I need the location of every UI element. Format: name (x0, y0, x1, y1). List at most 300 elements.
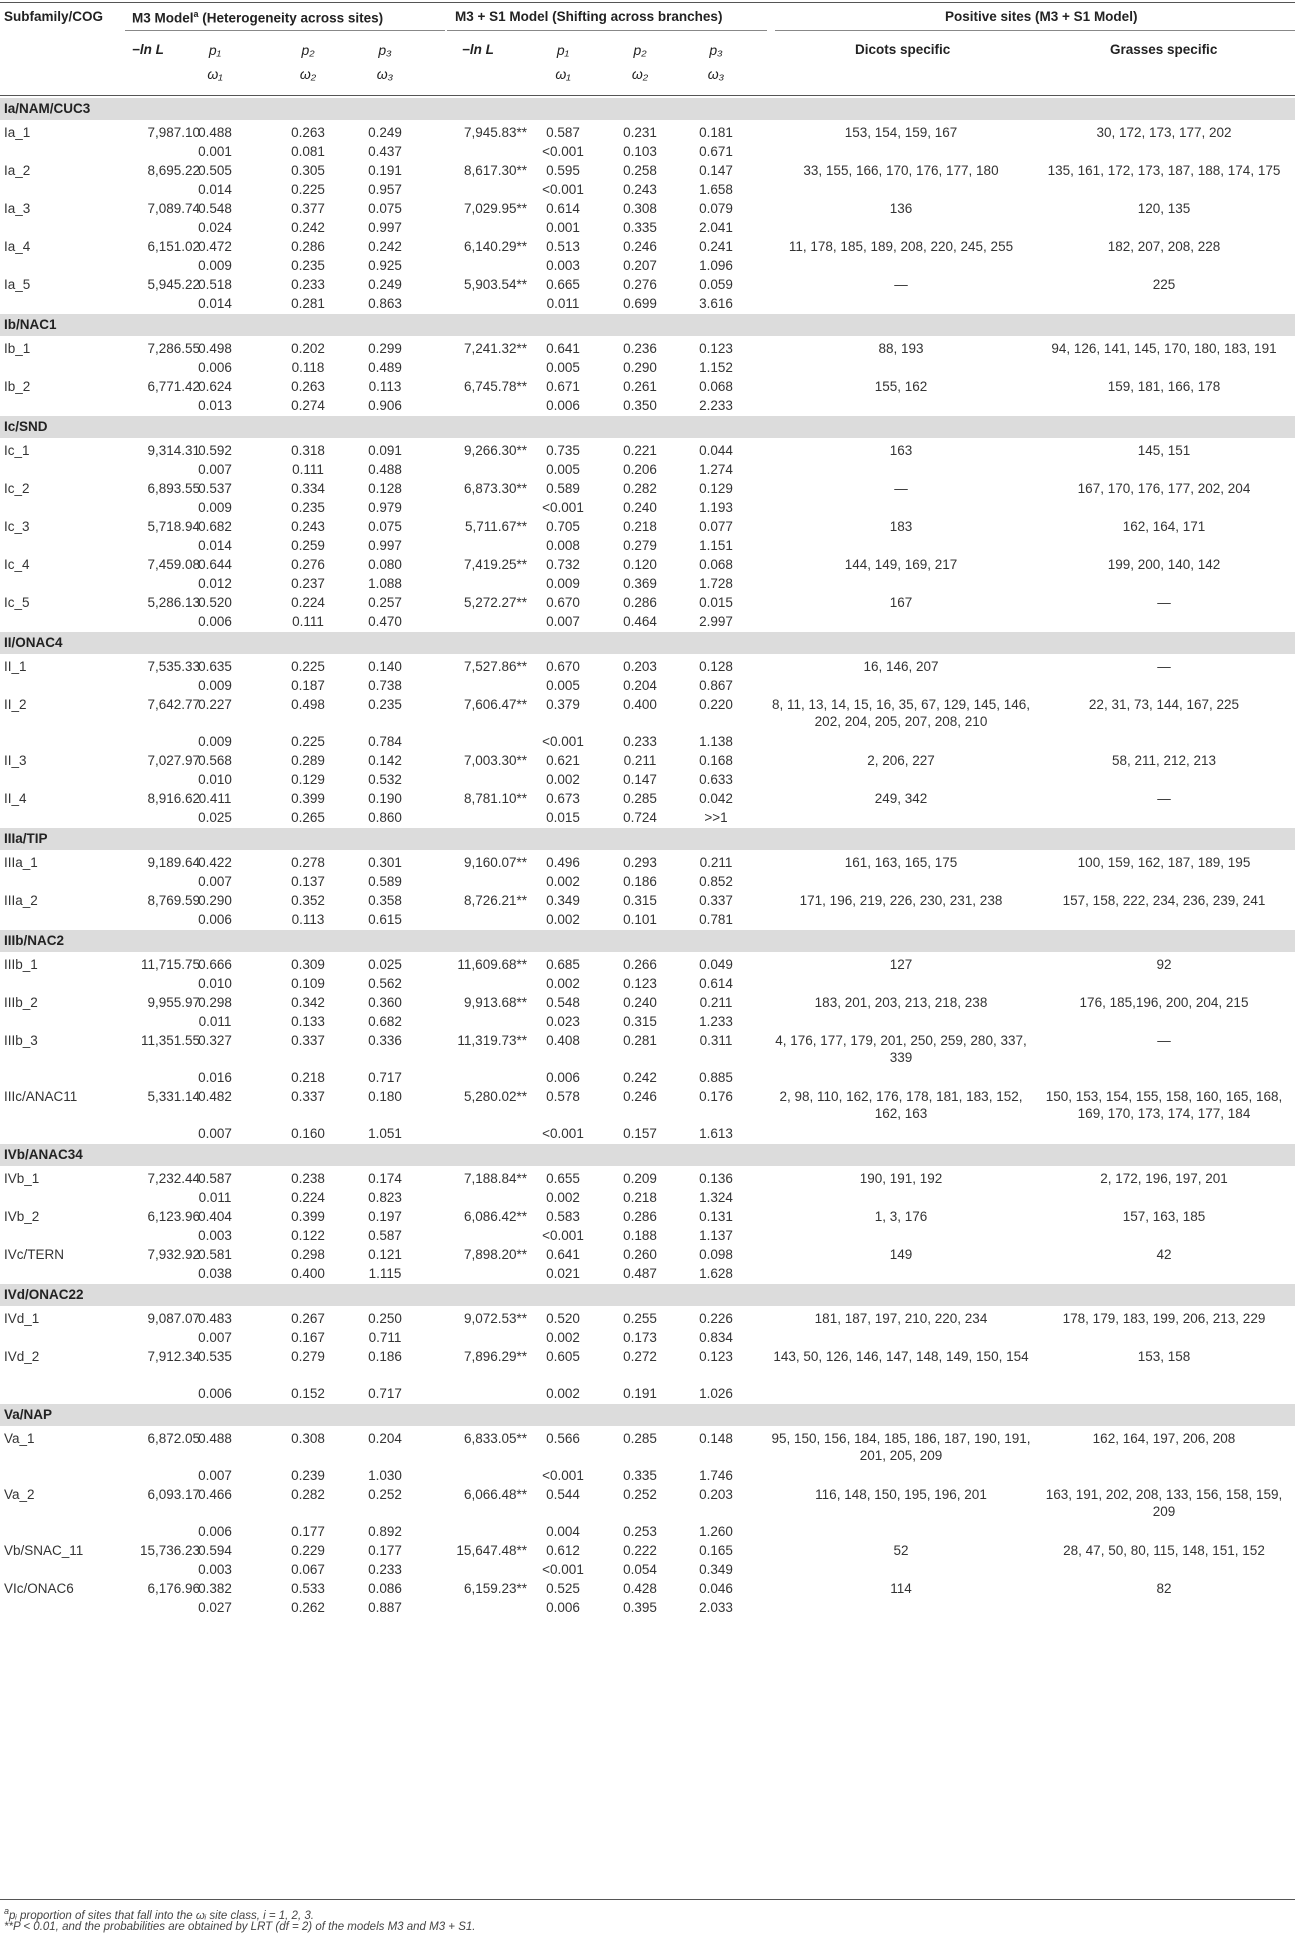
m3-w1: 0.007 (198, 1468, 232, 1483)
m3-p1: 0.666 (198, 957, 232, 972)
m3-w2: 0.152 (291, 1386, 325, 1401)
m3-lnl: 8,695.22 (147, 163, 200, 178)
s1-lnl: 7,527.86** (463, 659, 527, 674)
m3-lnl: 7,089.74 (147, 201, 200, 216)
m3-p2: 0.309 (291, 957, 325, 972)
m3-p2: 0.318 (291, 443, 325, 458)
row-name: IIIa_1 (4, 855, 38, 870)
s1-w2: 0.218 (623, 1190, 657, 1205)
row-name: Ic_2 (4, 481, 30, 496)
dicots-sites: — (894, 481, 908, 496)
m3-w2: 0.235 (291, 258, 325, 273)
s1-w2: 0.243 (623, 182, 657, 197)
m3-w3: 0.682 (368, 1014, 402, 1029)
s1-w1: <0.001 (542, 500, 584, 515)
grasses-sites: 92 (1156, 957, 1172, 972)
s1-p2: 0.211 (623, 753, 657, 768)
s1-lnl: 9,913.68** (463, 995, 527, 1010)
grasses-sites: 162, 164, 171 (1122, 519, 1206, 534)
grasses-sites: 28, 47, 50, 80, 115, 148, 151, 152 (1063, 1543, 1265, 1558)
dicots-sites: 114 (890, 1581, 912, 1596)
s1-p2: 0.246 (623, 239, 657, 254)
m3-p1: 0.472 (198, 239, 232, 254)
s1-p3: 0.181 (699, 125, 733, 140)
m3-w1: 0.009 (198, 678, 232, 693)
s1-w3: 1.152 (699, 360, 733, 375)
dicots-sites: 153, 154, 159, 167 (844, 125, 958, 140)
m3-p1: 0.682 (198, 519, 232, 534)
m3-w3: 0.892 (368, 1524, 402, 1539)
dicots-sites: 143, 50, 126, 146, 147, 148, 149, 150, 154 (773, 1349, 1029, 1364)
m3-w1: 0.003 (198, 1228, 232, 1243)
m3-p1: 0.382 (198, 1581, 232, 1596)
m3-w2: 0.137 (291, 874, 325, 889)
s1-p2: 0.236 (623, 341, 657, 356)
m3-p2: 0.305 (291, 163, 325, 178)
s1-p1: 0.520 (546, 1311, 580, 1326)
dicots-sites: 181, 187, 197, 210, 220, 234 (814, 1311, 988, 1326)
s1-p1: 0.587 (546, 125, 580, 140)
s1-p1: 0.408 (546, 1033, 580, 1048)
grasses-sites: 135, 161, 172, 173, 187, 188, 174, 175 (1047, 163, 1281, 178)
m3-lnl: 8,916.62 (147, 791, 200, 806)
bottom-rule (0, 1899, 1295, 1900)
s1-lnl: 5,903.54** (463, 277, 527, 292)
s1-p1: 0.612 (546, 1543, 580, 1558)
m3-p2: 0.334 (291, 481, 325, 496)
m3-p3: 0.250 (368, 1311, 402, 1326)
m3-p3: 0.075 (368, 201, 402, 216)
s1-p1: 0.685 (546, 957, 580, 972)
m3-p3: 0.235 (368, 697, 402, 712)
m3-w2: 0.225 (291, 182, 325, 197)
s1-p1: 0.379 (546, 697, 580, 712)
s1-w3: 2.997 (699, 614, 733, 629)
s1-w3: 0.852 (699, 874, 733, 889)
s1-p3: 0.123 (699, 1349, 733, 1364)
dicots-sites: 16, 146, 207 (863, 659, 939, 674)
s1-p1: 0.673 (546, 791, 580, 806)
m3-w3: 0.711 (368, 1330, 402, 1345)
m3-w2: 0.239 (291, 1468, 325, 1483)
s1-p3: 0.148 (699, 1431, 733, 1446)
s1-w1-header: ω₁ (555, 66, 571, 82)
m3-lnl: 11,715.75 (140, 957, 200, 972)
grasses-sites: — (1157, 595, 1171, 610)
m3-p3: 0.140 (368, 659, 402, 674)
m3-w3: 1.088 (368, 576, 402, 591)
m3-lnl: 9,189.64 (147, 855, 200, 870)
grasses-sites: 120, 135 (1137, 201, 1191, 216)
dicots-sites: — (894, 277, 908, 292)
dicots-sites: 33, 155, 166, 170, 176, 177, 180 (803, 163, 999, 178)
s1-w2: 0.315 (623, 1014, 657, 1029)
footnote-a-text: pᵢ proportion of sites that fall into the ωᵢ site class, i = 1, 2, 3. (9, 1909, 314, 1922)
s1-lnl: 7,419.25** (463, 557, 527, 572)
m3-w3: 1.051 (368, 1126, 402, 1141)
s1-p2: 0.285 (623, 1431, 657, 1446)
s1-p1: 0.732 (546, 557, 580, 572)
dicots-sites: 88, 193 (878, 341, 924, 356)
dicots-sites: 249, 342 (874, 791, 928, 806)
s1-w1: 0.005 (546, 360, 580, 375)
m3-p3: 0.336 (368, 1033, 402, 1048)
m3-p1: 0.537 (198, 481, 232, 496)
m3-p1: 0.520 (198, 595, 232, 610)
m3-p1: 0.594 (198, 1543, 232, 1558)
s1-w1: 0.008 (546, 538, 580, 553)
s1-lnl: 8,781.10** (463, 791, 527, 806)
m3-lnl: 5,718.94 (147, 519, 200, 534)
s1-p1: 0.349 (546, 893, 580, 908)
grasses-sites: 82 (1156, 1581, 1172, 1596)
m3-w3: 0.589 (368, 874, 402, 889)
s1-w3: 2.041 (699, 220, 733, 235)
s1-w1: <0.001 (542, 1562, 584, 1577)
s1-p1: 0.566 (546, 1431, 580, 1446)
s1-p3: 0.044 (699, 443, 733, 458)
s1-w2: 0.157 (623, 1126, 657, 1141)
s1-p1: 0.671 (546, 379, 580, 394)
dicots-sites: 163 (889, 443, 913, 458)
m3-w3: 0.615 (368, 912, 402, 927)
grasses-sites: 100, 159, 162, 187, 189, 195 (1077, 855, 1251, 870)
m3-lnl: 7,912.34 (147, 1349, 200, 1364)
s1-w1: <0.001 (542, 1126, 584, 1141)
m3-w3: 0.470 (368, 614, 402, 629)
s1-w1: 0.007 (546, 614, 580, 629)
s1-w2: 0.350 (623, 398, 657, 413)
s1-p2: 0.231 (623, 125, 657, 140)
m3-p3: 0.180 (368, 1089, 402, 1104)
m3-p2: 0.286 (291, 239, 325, 254)
s1-p2: 0.203 (623, 659, 657, 674)
s1-p2: 0.285 (623, 791, 657, 806)
s1-lnl: 11,609.68** (457, 957, 527, 972)
s1-p2: 0.315 (623, 893, 657, 908)
s1-w3: 1.151 (699, 538, 733, 553)
s1-w3: 1.613 (699, 1126, 733, 1141)
m3-p1: 0.482 (198, 1089, 232, 1104)
m3-w3: 0.532 (368, 772, 402, 787)
s1-p2: 0.308 (623, 201, 657, 216)
dicots-sites: 155, 162 (874, 379, 928, 394)
col-positive-sites: Positive sites (M3 + S1 Model) (945, 9, 1138, 24)
m3-p1-header: p₁ (208, 42, 222, 58)
s1-w2: 0.204 (623, 678, 657, 693)
s1-lnl: 7,945.83** (463, 125, 527, 140)
s1-p2: 0.246 (623, 1089, 657, 1104)
m3-p3-header: p₃ (378, 42, 392, 58)
m3-p3: 0.091 (368, 443, 402, 458)
m3-p3: 0.186 (368, 1349, 402, 1364)
grasses-sites: 167, 170, 176, 177, 202, 204 (1077, 481, 1251, 496)
m3-p1: 0.644 (198, 557, 232, 572)
s1-p2: 0.281 (623, 1033, 657, 1048)
s1-lnl: 6,745.78** (463, 379, 527, 394)
s1-w3: 0.349 (699, 1562, 733, 1577)
m3-w3: 1.030 (368, 1468, 402, 1483)
m3-w2: 0.122 (291, 1228, 325, 1243)
s1-p1: 0.548 (546, 995, 580, 1010)
dicots-sites: 1, 3, 176 (874, 1209, 928, 1224)
s1-w2: 0.240 (623, 500, 657, 515)
row-name: IVc/TERN (4, 1247, 65, 1262)
m3-p3: 0.086 (368, 1581, 402, 1596)
m3-w1: 0.011 (198, 1190, 232, 1205)
s1-p1: 0.614 (546, 201, 580, 216)
s1-w3: 1.324 (699, 1190, 733, 1205)
s1-p3: 0.059 (699, 277, 733, 292)
m3-w2: 0.129 (291, 772, 325, 787)
dicots-sites: 2, 98, 110, 162, 176, 178, 181, 183, 152, 162, 163 (779, 1089, 1023, 1121)
m3-p3: 0.174 (368, 1171, 402, 1186)
s1-lnl: 5,711.67** (464, 519, 527, 534)
s1-p2: 0.252 (623, 1487, 657, 1502)
m3-w3: 0.906 (368, 398, 402, 413)
m3-w1: 0.009 (198, 734, 232, 749)
s1-p3: 0.098 (699, 1247, 733, 1262)
s1-p3: 0.168 (699, 753, 733, 768)
m3-lnl: 6,872.05 (147, 1431, 200, 1446)
s1-lnl: 6,066.48** (463, 1487, 527, 1502)
s1-w3: >>1 (704, 810, 728, 825)
s1-w1: 0.002 (546, 1330, 580, 1345)
m3-w1: 0.025 (198, 810, 232, 825)
m3-w1: 0.006 (198, 614, 232, 629)
m3-p2: 0.337 (291, 1033, 325, 1048)
s1-p3: 0.176 (699, 1089, 733, 1104)
m3-p1: 0.227 (198, 697, 232, 712)
s1-w3: 3.616 (699, 296, 733, 311)
row-name: Ia_1 (4, 125, 31, 140)
m3-p2: 0.298 (291, 1247, 325, 1262)
m3-p1: 0.466 (198, 1487, 232, 1502)
m3-w2: 0.160 (291, 1126, 325, 1141)
s1-w1: 0.006 (546, 398, 580, 413)
s1-w3: 1.658 (699, 182, 733, 197)
m3-lnl-header: −ln L (132, 42, 164, 57)
m3-p2: 0.238 (291, 1171, 325, 1186)
m3-w3: 0.233 (368, 1562, 402, 1577)
row-name: II_4 (4, 791, 27, 806)
m3-p1: 0.498 (198, 341, 232, 356)
m3-w1: 0.014 (198, 296, 232, 311)
m3-w3-header: ω₃ (376, 66, 394, 82)
s1-p1: 0.496 (546, 855, 580, 870)
s1-p3: 0.046 (699, 1581, 733, 1596)
s1-w2: 0.242 (623, 1070, 657, 1085)
s1-p3: 0.015 (699, 595, 733, 610)
col-m3s1-model: M3 + S1 Model (Shifting across branches) (455, 9, 723, 24)
m3-p1: 0.624 (198, 379, 232, 394)
m3-w1: 0.014 (198, 182, 232, 197)
grasses-sites: — (1157, 791, 1171, 806)
s1-lnl: 7,188.84** (463, 1171, 527, 1186)
s1-lnl: 7,898.20** (463, 1247, 527, 1262)
m3-p3: 0.190 (368, 791, 402, 806)
dicots-sites: 136 (889, 201, 913, 216)
m3-w1: 0.001 (198, 144, 232, 159)
m3-p3: 0.249 (368, 277, 402, 292)
m3-lnl: 11,351.55 (140, 1033, 200, 1048)
s1-lnl: 9,160.07** (463, 855, 527, 870)
m3-p3: 0.360 (368, 995, 402, 1010)
s1-p2: 0.400 (623, 697, 657, 712)
s1-w3: 0.834 (699, 1330, 733, 1345)
s1-w3: 0.867 (699, 678, 733, 693)
s1-w2: 0.335 (623, 220, 657, 235)
s1-w3: 0.633 (699, 772, 733, 787)
m3-p3: 0.301 (368, 855, 402, 870)
m3-w1: 0.038 (198, 1266, 232, 1281)
m3-lnl: 7,642.77 (147, 697, 200, 712)
m3-lnl: 6,176.96 (147, 1581, 200, 1596)
m3-lnl: 6,151.02 (147, 239, 200, 254)
m3-w1: 0.014 (198, 538, 232, 553)
s1-w2: 0.335 (623, 1468, 657, 1483)
m3-p2: 0.342 (291, 995, 325, 1010)
row-name: IVd_2 (4, 1349, 40, 1364)
m3-lnl: 7,987.10 (147, 125, 200, 140)
s1-lnl: 6,086.42** (463, 1209, 527, 1224)
m3-w3: 0.738 (368, 678, 402, 693)
m3-w2: 0.400 (291, 1266, 325, 1281)
s1-w2: 0.724 (623, 810, 657, 825)
m3-p3: 0.252 (368, 1487, 402, 1502)
s1-p2: 0.282 (623, 481, 657, 496)
row-name: IIIb_2 (4, 995, 38, 1010)
m3-p1: 0.635 (198, 659, 232, 674)
m3-lnl: 8,769.59 (147, 893, 200, 908)
m3-p3: 0.242 (368, 239, 402, 254)
s1-lnl: 7,606.47** (463, 697, 527, 712)
s1-p3: 0.203 (699, 1487, 733, 1502)
s1-p1: 0.513 (546, 239, 580, 254)
s1-w2: 0.290 (623, 360, 657, 375)
m3-p3: 0.257 (368, 595, 402, 610)
m3-w2: 0.113 (291, 912, 325, 927)
s1-w1: 0.021 (546, 1266, 580, 1281)
s1-w1: 0.005 (546, 678, 580, 693)
m3-p3: 0.121 (368, 1247, 402, 1262)
group-header: IVd/ONAC22 (0, 1284, 1295, 1306)
s1-w2: 0.191 (623, 1386, 657, 1401)
s1-lnl: 6,833.05** (463, 1431, 527, 1446)
s1-w1: 0.002 (546, 976, 580, 991)
m3-lnl: 7,027.97 (147, 753, 200, 768)
s1-w3: 1.746 (699, 1468, 733, 1483)
m3-w1: 0.003 (198, 1562, 232, 1577)
top-rule (0, 2, 1295, 3)
dicots-sites: 183 (889, 519, 913, 534)
m3-p1: 0.488 (198, 1431, 232, 1446)
group-header: II/ONAC4 (0, 632, 1295, 654)
row-name: VIc/ONAC6 (4, 1581, 74, 1596)
s1-p3: 0.337 (699, 893, 733, 908)
m3-w3: 0.437 (368, 144, 402, 159)
m3-p2: 0.399 (291, 791, 325, 806)
s1-p1: 0.583 (546, 1209, 580, 1224)
m3-w1: 0.006 (198, 1524, 232, 1539)
m3-w3: 0.887 (368, 1600, 402, 1615)
m3-w1: 0.007 (198, 874, 232, 889)
m3-w1: 0.012 (198, 576, 232, 591)
m3-w1: 0.006 (198, 912, 232, 927)
dicots-sites: 190, 191, 192 (859, 1171, 943, 1186)
row-name: II_3 (4, 753, 27, 768)
s1-p3: 0.147 (699, 163, 733, 178)
dicots-sites: 11, 178, 185, 189, 208, 220, 245, 255 (788, 239, 1014, 254)
m3-w1: 0.010 (198, 772, 232, 787)
s1-p3: 0.123 (699, 341, 733, 356)
s1-lnl: 15,647.48** (456, 1543, 527, 1558)
s1-w2: 0.395 (623, 1600, 657, 1615)
s1-w2: 0.253 (623, 1524, 657, 1539)
m3-title-post: (Heterogeneity across sites) (198, 10, 384, 26)
s1-lnl: 6,140.29** (463, 239, 527, 254)
row-name: Ic_5 (4, 595, 30, 610)
m3-w1: 0.006 (198, 360, 232, 375)
s1-p3: 0.211 (699, 995, 733, 1010)
s1-p1: 0.665 (546, 277, 580, 292)
m3-lnl: 6,123.96 (147, 1209, 200, 1224)
s1-w1: 0.002 (546, 1190, 580, 1205)
s1-p1: 0.735 (546, 443, 580, 458)
m3-w1: 0.009 (198, 500, 232, 515)
dicots-sites: 52 (893, 1543, 909, 1558)
s1-lnl: 6,873.30** (463, 481, 527, 496)
m3-p3: 0.080 (368, 557, 402, 572)
col-subfamily: Subfamily/COG (4, 9, 104, 24)
m3-w2: 0.237 (291, 576, 325, 591)
s1-p1: 0.621 (546, 753, 580, 768)
s1-w2: 0.279 (623, 538, 657, 553)
m3-lnl: 5,945.22 (147, 277, 200, 292)
m3-p1: 0.488 (198, 125, 232, 140)
m3-p2: 0.224 (291, 595, 325, 610)
row-name: IVb_2 (4, 1209, 40, 1224)
s1-w1: 0.004 (546, 1524, 580, 1539)
s1-p2: 0.286 (623, 595, 657, 610)
m3-w1: 0.024 (198, 220, 232, 235)
s1-p3: 0.079 (699, 201, 733, 216)
s1-p3: 0.049 (699, 957, 733, 972)
s1-p2: 0.293 (623, 855, 657, 870)
m3-p3: 0.299 (368, 341, 402, 356)
dicots-sites: 149 (889, 1247, 913, 1262)
s1-w3: 1.260 (699, 1524, 733, 1539)
m3-w3: 0.488 (368, 462, 402, 477)
m3-w3: 0.925 (368, 258, 402, 273)
s1-p2: 0.221 (623, 443, 657, 458)
m3-p1: 0.568 (198, 753, 232, 768)
m3-w1: 0.010 (198, 976, 232, 991)
s1-p3: 0.129 (699, 481, 733, 496)
s1-w3: 1.138 (699, 734, 733, 749)
row-name: Ib_1 (4, 341, 31, 356)
m3-title-pre: M3 Model (132, 10, 194, 26)
m3-lnl: 9,314.31 (147, 443, 200, 458)
s1-w2: 0.054 (623, 1562, 657, 1577)
m3-p2: 0.377 (291, 201, 325, 216)
s1-p3-header: p₃ (709, 42, 723, 58)
m3-w3: 0.784 (368, 734, 402, 749)
m3-p1: 0.411 (198, 791, 232, 806)
s1-lnl: 9,266.30** (463, 443, 527, 458)
grasses-sites: 153, 158 (1137, 1349, 1191, 1364)
s1-p2: 0.276 (623, 277, 657, 292)
